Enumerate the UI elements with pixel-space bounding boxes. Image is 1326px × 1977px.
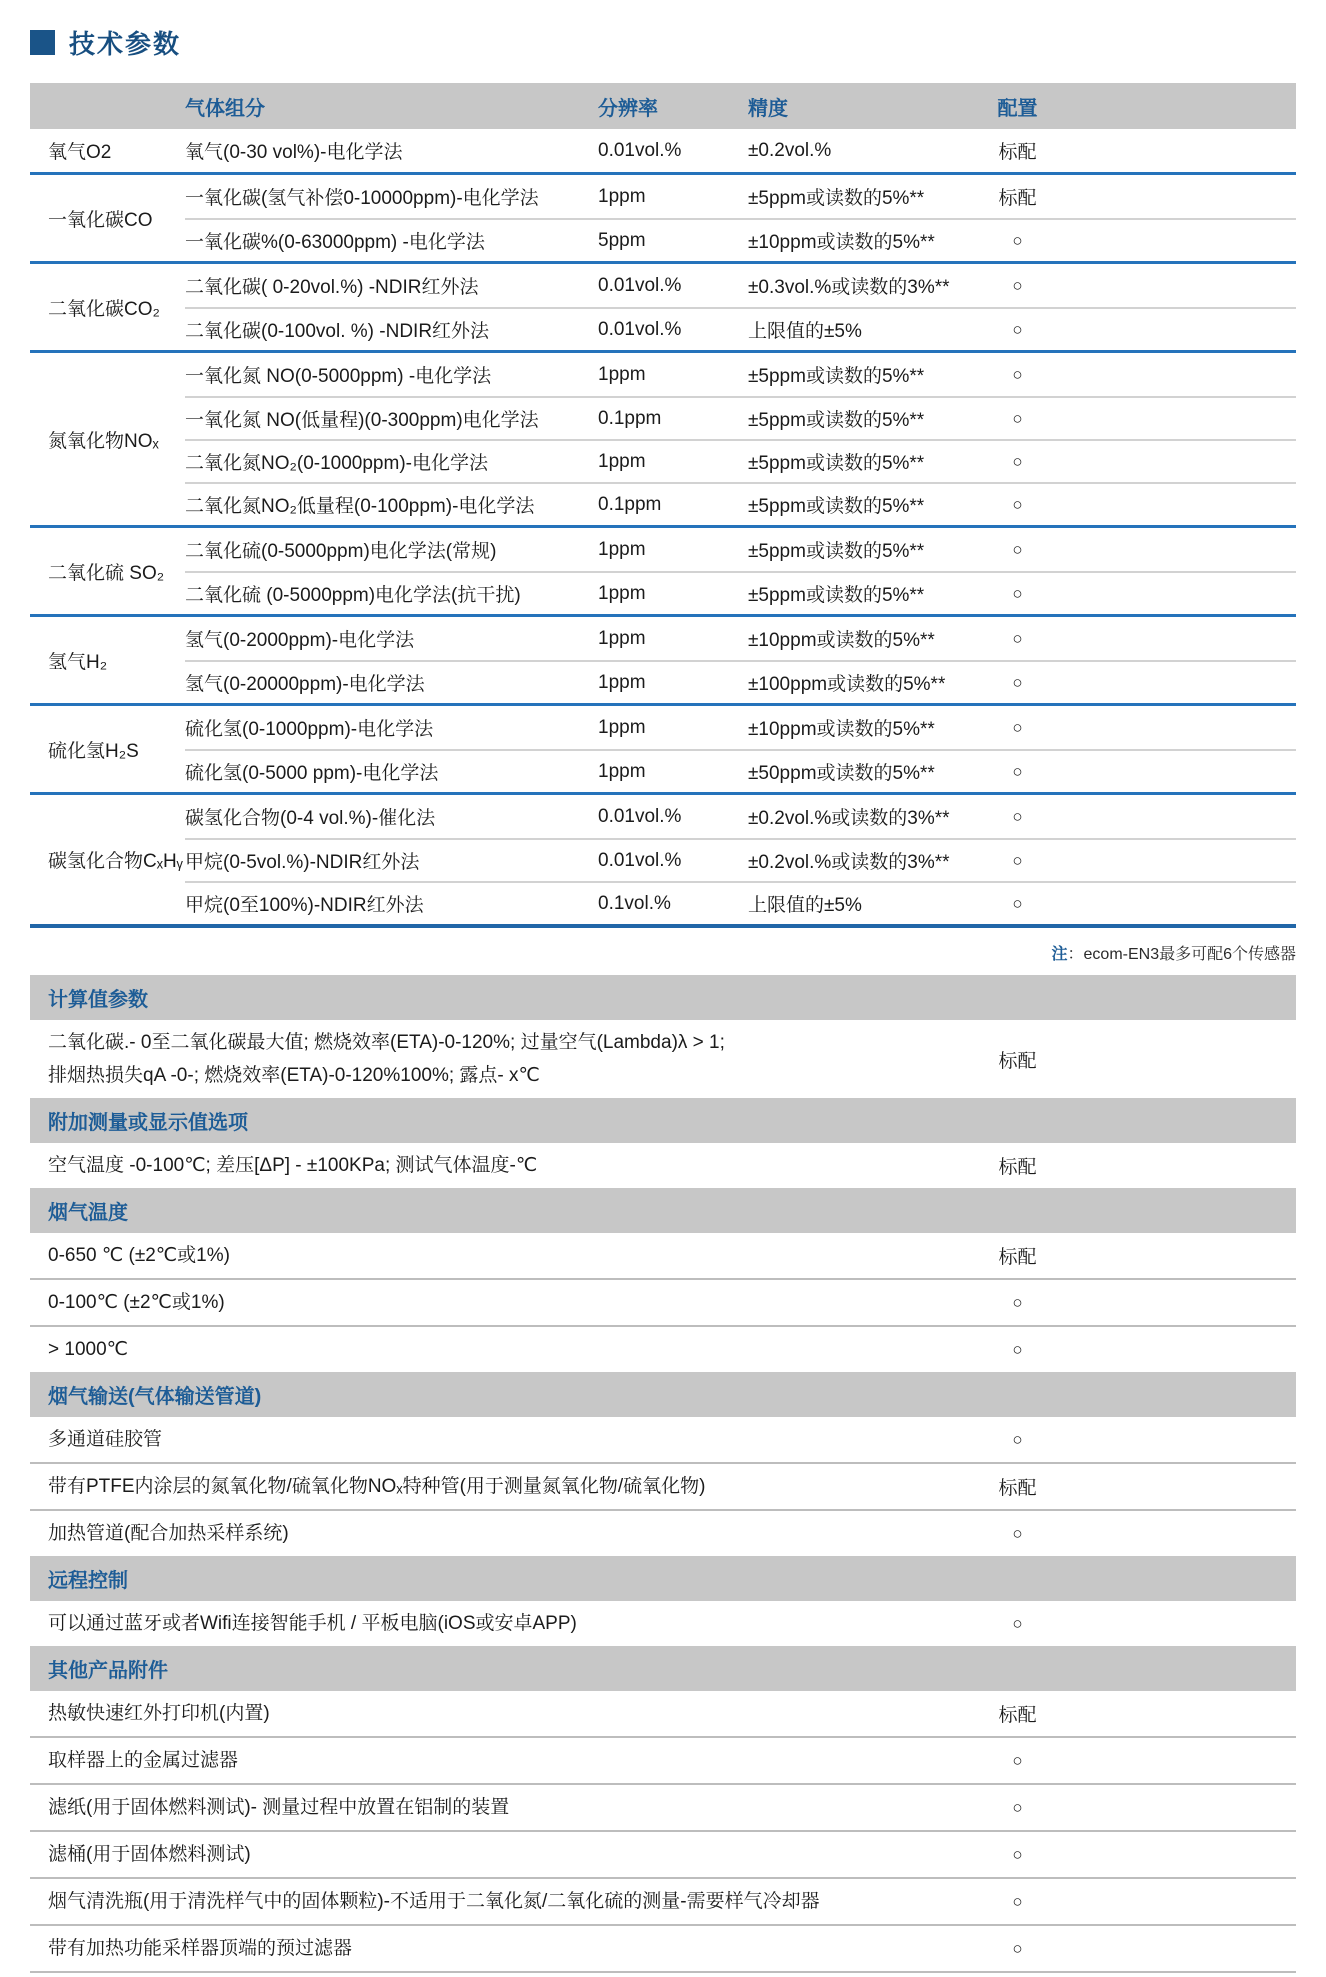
gas-resolution-cell: 0.01vol.% [598, 318, 682, 340]
table-row [185, 660, 1296, 703]
gas-resolution-cell: 1ppm [598, 627, 646, 649]
section-row-line: 0-100℃ (±2℃或1%) [48, 1292, 225, 1313]
gas-resolution-cell: 0.01vol.% [598, 849, 682, 871]
gas-group-rows [185, 264, 1296, 350]
gas-accuracy-cell: ±50ppm或读数的5%** [748, 763, 935, 784]
gas-config-cell: ○ [1012, 583, 1023, 603]
gas-accuracy-cell: 上限值的±5% [748, 321, 862, 342]
col-header-accuracy: 精度 [748, 97, 788, 120]
section-config-cell: ○ [1012, 1891, 1023, 1911]
gas-config-cell: ○ [1012, 539, 1023, 559]
gas-component-cell: 硫化氢(0-1000ppm)-电化学法 [185, 719, 434, 740]
table-row [185, 264, 1296, 307]
section-row-line: 带有加热功能采样器顶端的预过滤器 [48, 1938, 353, 1959]
gas-accuracy-cell: ±0.3vol.%或读数的3%** [748, 277, 950, 298]
section-row-label [30, 1020, 960, 1098]
gas-group [30, 129, 1296, 172]
section-row-label [30, 1417, 960, 1462]
gas-config-cell: ○ [1012, 319, 1023, 339]
section-row-line: > 1000℃ [48, 1339, 128, 1360]
gas-component-cell: 甲烷(0-5vol.%)-NDIR红外法 [185, 852, 420, 873]
section-row-label [30, 1926, 960, 1971]
table-note [30, 928, 1296, 975]
list-item [30, 1877, 1296, 1924]
note-text: ：ecom-EN3最多可配6个传感器 [1067, 946, 1296, 963]
gas-config-cell: ○ [1012, 230, 1023, 250]
gas-table-body [30, 129, 1296, 924]
gas-accuracy-cell: ±5ppm或读数的5%** [748, 366, 925, 387]
list-item [30, 1509, 1296, 1556]
col-header-config: 配置 [997, 97, 1038, 120]
table-row [185, 307, 1296, 350]
section-row-label [30, 1511, 960, 1556]
title-bullet-icon [30, 30, 55, 55]
gas-component-cell: 一氧化氮 NO(低量程)(0-300ppm)电化学法 [185, 410, 539, 431]
list-item [30, 1783, 1296, 1830]
list-item [30, 1462, 1296, 1509]
col-header-resolution: 分辨率 [598, 97, 658, 120]
section-title: 烟气输送(气体输送管道) [48, 1386, 262, 1408]
table-row [185, 175, 1296, 218]
table-row [185, 617, 1296, 660]
gas-resolution-cell: 1ppm [598, 450, 646, 472]
section-row-label [30, 1738, 960, 1783]
gas-group-label: 硫化氢H₂S [48, 740, 139, 762]
section-title: 烟气温度 [48, 1202, 128, 1224]
gas-component-cell: 硫化氢(0-5000 ppm)-电化学法 [185, 763, 439, 784]
section-row-line: 烟气清洗瓶(用于清洗样气中的固体颗粒)-不适用于二氧化氮/二氧化硫的测量-需要样气冷却器 [48, 1891, 820, 1912]
table-row [185, 353, 1296, 396]
gas-group-rows [185, 528, 1296, 614]
section-config-cell: ○ [1012, 1429, 1023, 1449]
section-config-cell: ○ [1012, 1844, 1023, 1864]
section-config-cell: 标配 [998, 1705, 1037, 1726]
gas-group-label: 氮氧化物NOₓ [48, 430, 159, 452]
section-row-line: 二氧化碳.- 0至二氧化碳最大值; 燃烧效率(ETA)-0-120%; 过量空气(Lambda)λ > 1; [48, 1032, 725, 1053]
section-config-cell: ○ [1012, 1292, 1023, 1312]
gas-accuracy-cell: ±5ppm或读数的5%** [748, 453, 925, 474]
section-row-line: 热敏快速红外打印机(内置) [48, 1703, 270, 1724]
gas-config-cell: ○ [1012, 275, 1023, 295]
gas-component-cell: 二氧化碳( 0-20vol.%) -NDIR红外法 [185, 277, 479, 298]
gas-group-rows [185, 795, 1296, 924]
section-title: 其他产品附件 [48, 1660, 168, 1682]
table-row [185, 881, 1296, 924]
section-row-line: 可以通过蓝牙或者Wifi连接智能手机 / 平板电脑(iOS或安卓APP) [48, 1613, 577, 1634]
gas-group [30, 172, 1296, 261]
gas-config-cell: ○ [1012, 672, 1023, 692]
gas-accuracy-cell: ±0.2vol.%或读数的3%** [748, 852, 950, 873]
section-title: 附加测量或显示值选项 [48, 1112, 248, 1134]
gas-accuracy-cell: ±100ppm或读数的5%** [748, 674, 946, 695]
gas-resolution-cell: 1ppm [598, 760, 646, 782]
section-config-cell: ○ [1012, 1339, 1023, 1359]
section-row-line: 0-650 ℃ (±2℃或1%) [48, 1245, 230, 1266]
gas-config-cell: ○ [1012, 494, 1023, 514]
gas-parameters-table [30, 83, 1296, 928]
section-row-label [30, 1233, 960, 1278]
gas-group-rows [185, 706, 1296, 792]
list-item [30, 1325, 1296, 1372]
gas-accuracy-cell: 上限值的±5% [748, 895, 862, 916]
gas-accuracy-cell: ±10ppm或读数的5%** [748, 719, 935, 740]
section-row-label [30, 1601, 960, 1646]
gas-resolution-cell: 1ppm [598, 538, 646, 560]
table-row [185, 439, 1296, 482]
gas-config-cell: ○ [1012, 893, 1023, 913]
gas-config-cell: ○ [1012, 806, 1023, 826]
section-config-cell: 标配 [998, 1247, 1037, 1268]
section-title: 计算值参数 [48, 989, 148, 1011]
section-row-line: 空气温度 -0-100℃; 差压[ΔP] - ±100KPa; 测试气体温度-℃ [48, 1155, 538, 1176]
section-row-line: 加热管道(配合加热采样系统) [48, 1523, 289, 1544]
section-config-cell: ○ [1012, 1938, 1023, 1958]
section-config-cell: ○ [1012, 1613, 1023, 1633]
section-row-label [30, 1280, 960, 1325]
section-header-bar [30, 1098, 1296, 1143]
gas-config-cell: ○ [1012, 850, 1023, 870]
gas-group-label: 氢气H₂ [48, 651, 108, 673]
section-row-line: 滤纸(用于固体燃料测试)- 测量过程中放置在铝制的装置 [48, 1797, 510, 1818]
note-label: 注 [1051, 946, 1068, 963]
gas-group-label: 碳氢化合物CₓHᵧ [48, 851, 183, 872]
section-row-label [30, 1832, 960, 1877]
gas-component-cell: 二氧化氮NO₂低量程(0-100ppm)-电化学法 [185, 496, 535, 517]
section-config-cell: 标配 [998, 1157, 1037, 1178]
section-header-bar [30, 1188, 1296, 1233]
gas-component-cell: 甲烷(0至100%)-NDIR红外法 [185, 895, 424, 916]
gas-component-cell: 二氧化硫 (0-5000ppm)电化学法(抗干扰) [185, 585, 521, 606]
gas-config-cell: ○ [1012, 364, 1023, 384]
list-item [30, 1417, 1296, 1462]
gas-resolution-cell: 5ppm [598, 229, 646, 251]
section-row-line: 带有PTFE内涂层的氮氧化物/硫氧化物NOₓ特种管(用于测量氮氧化物/硫氧化物) [48, 1476, 706, 1497]
gas-accuracy-cell: ±10ppm或读数的5%** [748, 630, 935, 651]
section-header-bar [30, 1556, 1296, 1601]
gas-group-rows [185, 617, 1296, 703]
gas-group-label: 氧气O2 [48, 142, 112, 163]
list-item [30, 1278, 1296, 1325]
section-row-label [30, 1143, 960, 1188]
gas-group [30, 525, 1296, 614]
gas-resolution-cell: 0.1vol.% [598, 892, 671, 914]
table-row [185, 218, 1296, 261]
gas-group [30, 614, 1296, 703]
gas-group [30, 350, 1296, 525]
gas-resolution-cell: 0.01vol.% [598, 805, 682, 827]
list-item [30, 1020, 1296, 1098]
gas-config-cell: ○ [1012, 761, 1023, 781]
gas-group [30, 792, 1296, 924]
gas-group-rows [185, 353, 1296, 525]
gas-resolution-cell: 1ppm [598, 671, 646, 693]
gas-resolution-cell: 0.1ppm [598, 407, 662, 429]
gas-accuracy-cell: ±0.2vol.%或读数的3%** [748, 808, 950, 829]
gas-resolution-cell: 0.01vol.% [598, 274, 682, 296]
section-title: 远程控制 [48, 1570, 128, 1592]
section-row-line: 滤桶(用于固体燃料测试) [48, 1844, 251, 1865]
gas-config-cell: 标配 [998, 188, 1037, 209]
gas-accuracy-cell: ±5ppm或读数的5%** [748, 410, 925, 431]
list-item [30, 1736, 1296, 1783]
gas-resolution-cell: 1ppm [598, 716, 646, 738]
gas-resolution-cell: 1ppm [598, 363, 646, 385]
gas-component-cell: 氢气(0-2000ppm)-电化学法 [185, 630, 415, 651]
gas-component-cell: 二氧化硫(0-5000ppm)电化学法(常规) [185, 541, 497, 562]
table-row [185, 129, 1296, 172]
gas-accuracy-cell: ±5ppm或读数的5%** [748, 585, 925, 606]
section-row-label [30, 1327, 960, 1372]
table-row [185, 528, 1296, 571]
gas-accuracy-cell: ±0.2vol.% [748, 139, 832, 161]
section-row-line: 取样器上的金属过滤器 [48, 1750, 239, 1771]
list-item [30, 1691, 1296, 1736]
section-header-bar [30, 1372, 1296, 1417]
gas-accuracy-cell: ±5ppm或读数的5%** [748, 496, 925, 517]
gas-group-label: 一氧化碳CO [48, 209, 153, 231]
spec-sections [30, 975, 1296, 1973]
gas-accuracy-cell: ±10ppm或读数的5%** [748, 232, 935, 253]
table-row [185, 795, 1296, 838]
section-config-cell: ○ [1012, 1750, 1023, 1770]
list-item [30, 1830, 1296, 1877]
page-title-row [30, 24, 1296, 61]
gas-config-cell: ○ [1012, 408, 1023, 428]
section-row-line: 多通道硅胶管 [48, 1429, 163, 1450]
gas-component-cell: 二氧化碳(0-100vol. %) -NDIR红外法 [185, 321, 490, 342]
section-row-label [30, 1464, 960, 1509]
section-config-cell: ○ [1012, 1797, 1023, 1817]
gas-group [30, 703, 1296, 792]
gas-accuracy-cell: ±5ppm或读数的5%** [748, 188, 925, 209]
table-row [185, 749, 1296, 792]
gas-config-cell: ○ [1012, 451, 1023, 471]
section-config-cell: ○ [1012, 1523, 1023, 1543]
section-header-bar [30, 1646, 1296, 1691]
gas-group-label: 二氧化硫 SO₂ [48, 562, 165, 584]
list-item [30, 1233, 1296, 1278]
gas-resolution-cell: 1ppm [598, 185, 646, 207]
page-title: 技术参数 [69, 29, 182, 59]
section-row-line: 排烟热损失qA -0-; 燃烧效率(ETA)-0-120%100%; 露点- x℃ [48, 1065, 540, 1086]
gas-component-cell: 氢气(0-20000ppm)-电化学法 [185, 674, 425, 695]
gas-component-cell: 一氧化碳(氢气补偿0-10000ppm)-电化学法 [185, 188, 539, 209]
gas-resolution-cell: 0.1ppm [598, 493, 662, 515]
list-item [30, 1924, 1296, 1973]
table-row [185, 396, 1296, 439]
gas-config-cell: ○ [1012, 717, 1023, 737]
gas-component-cell: 氧气(0-30 vol%)-电化学法 [185, 142, 403, 163]
table-row [185, 571, 1296, 614]
table-row [185, 706, 1296, 749]
gas-config-cell: ○ [1012, 628, 1023, 648]
gas-resolution-cell: 0.01vol.% [598, 139, 682, 161]
gas-component-cell: 碳氢化合物(0-4 vol.%)-催化法 [185, 808, 436, 829]
section-header-bar [30, 975, 1296, 1020]
gas-resolution-cell: 1ppm [598, 582, 646, 604]
section-row-label [30, 1879, 960, 1924]
gas-group-rows [185, 175, 1296, 261]
list-item [30, 1143, 1296, 1188]
gas-component-cell: 一氧化碳%(0-63000ppm) -电化学法 [185, 232, 485, 253]
gas-table-header-row [30, 83, 1296, 129]
section-config-cell: 标配 [998, 1478, 1037, 1499]
gas-group [30, 261, 1296, 350]
gas-accuracy-cell: ±5ppm或读数的5%** [748, 541, 925, 562]
section-config-cell: 标配 [998, 1050, 1037, 1072]
table-row [185, 838, 1296, 881]
gas-component-cell: 二氧化氮NO₂(0-1000ppm)-电化学法 [185, 453, 488, 474]
gas-config-cell: 标配 [998, 142, 1037, 163]
col-header-component: 气体组分 [185, 97, 265, 120]
section-row-label [30, 1785, 960, 1830]
table-row [185, 482, 1296, 525]
gas-group-label: 二氧化碳CO₂ [48, 298, 160, 320]
gas-group-rows [185, 129, 1296, 172]
section-row-label [30, 1691, 960, 1736]
list-item [30, 1601, 1296, 1646]
gas-component-cell: 一氧化氮 NO(0-5000ppm) -电化学法 [185, 366, 492, 387]
